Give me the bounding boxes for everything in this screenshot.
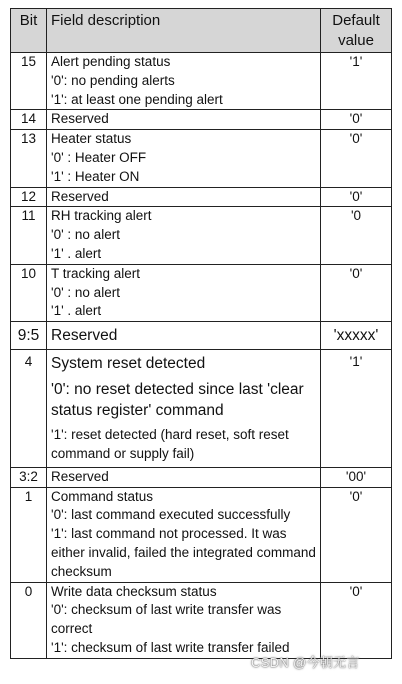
bit-cell: 14	[11, 110, 47, 130]
description-cell	[47, 207, 321, 264]
field-value-1: '1': reset detected (hard reset, soft reset command or supply fail)	[51, 427, 289, 461]
watermark: CSDN @今朝无言	[251, 655, 360, 670]
field-value-0: '0': no pending alerts	[51, 72, 175, 88]
status-register-table	[10, 8, 392, 659]
table-row	[11, 110, 392, 130]
field-value-0: '0' : no alert	[51, 284, 120, 300]
default-cell: '0'	[321, 110, 392, 130]
field-value-0: '0': last command executed successfully	[51, 507, 291, 523]
field-title: T tracking alert	[51, 265, 141, 281]
description-cell	[47, 322, 321, 350]
field-value-1: '1': checksum of last write transfer failed	[51, 639, 290, 655]
description-cell	[47, 110, 321, 130]
field-title: Reserved	[51, 188, 109, 204]
field-title: Alert pending status	[51, 54, 171, 69]
default-cell: '0'	[321, 187, 392, 207]
table-row	[11, 322, 392, 350]
description-cell	[47, 487, 321, 582]
default-cell: '1'	[321, 350, 392, 468]
field-title: System reset detected	[51, 355, 206, 373]
bit-cell: 10	[11, 264, 47, 321]
table-row	[11, 130, 392, 187]
header-bit: Bit	[11, 9, 47, 53]
field-value-1: '1' . alert	[51, 303, 102, 319]
field-title: Write data checksum status	[51, 583, 217, 599]
default-cell: '0'	[321, 130, 392, 187]
description-cell	[47, 467, 321, 487]
field-value-1: '1': last command not processed. It was either invalid, failed the integrated command checksum	[51, 526, 316, 579]
field-title: Command status	[51, 488, 154, 504]
bit-cell: 15	[11, 53, 47, 110]
default-cell: '1'	[321, 53, 392, 110]
description-cell	[47, 582, 321, 658]
field-title: Reserved	[51, 468, 109, 484]
bit-cell: 13	[11, 130, 47, 187]
field-title: RH tracking alert	[51, 208, 152, 224]
header-default-value: Default value	[321, 9, 392, 53]
default-cell: '00'	[321, 467, 392, 487]
table-row	[11, 187, 392, 207]
bit-cell: 3:2	[11, 467, 47, 487]
bit-cell: 11	[11, 207, 47, 264]
field-value-0: '0' : no alert	[51, 227, 120, 243]
description-cell	[47, 350, 321, 468]
table-row	[11, 264, 392, 321]
field-value-0: '0': checksum of last write transfer was correct	[51, 602, 282, 637]
table-row	[11, 467, 392, 487]
bit-cell: 1	[11, 487, 47, 582]
default-cell: '0'	[321, 487, 392, 582]
table-row	[11, 582, 392, 658]
field-value-0: '0': no reset detected since last 'clear status register' command	[51, 381, 304, 420]
default-cell: 'xxxxx'	[321, 322, 392, 350]
default-cell: '0'	[321, 582, 392, 658]
table-row	[11, 207, 392, 264]
field-value-1: '1' : Heater ON	[51, 168, 140, 184]
header-field-description: Field description	[47, 9, 321, 53]
description-cell	[47, 264, 321, 321]
field-value-1: '1' . alert	[51, 245, 102, 261]
description-cell	[47, 130, 321, 187]
field-title: Heater status	[51, 131, 132, 147]
description-cell	[47, 187, 321, 207]
table-row	[11, 53, 392, 110]
field-value-1: '1': at least one pending alert	[51, 91, 223, 107]
header-row	[11, 9, 392, 53]
field-title: Reserved	[51, 111, 109, 127]
bit-cell: 0	[11, 582, 47, 658]
field-title: Reserved	[51, 327, 118, 345]
bit-cell: 12	[11, 187, 47, 207]
field-value-0: '0' : Heater OFF	[51, 149, 147, 165]
table-row	[11, 487, 392, 582]
default-cell: '0'	[321, 264, 392, 321]
bit-cell: 4	[11, 350, 47, 468]
table-row	[11, 350, 392, 468]
bit-cell: 9:5	[11, 322, 47, 350]
description-cell	[47, 53, 321, 110]
default-cell: '0	[321, 207, 392, 264]
